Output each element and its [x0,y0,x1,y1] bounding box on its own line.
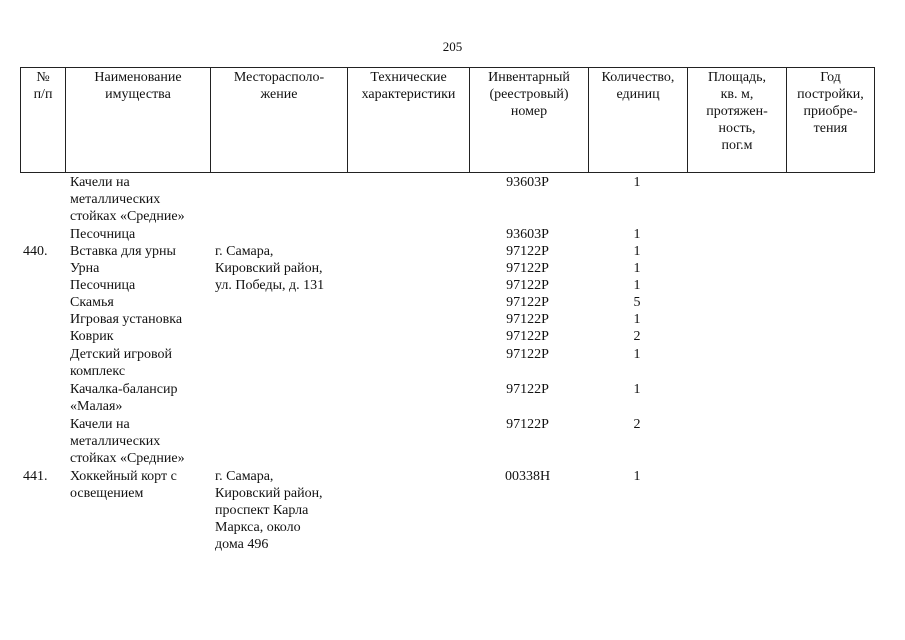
inventory-number: 93603Р [506,175,549,190]
quantity: 1 [633,175,641,190]
item-name: освещением [70,486,144,501]
quantity: 1 [633,347,641,362]
item-name: Песочница [70,227,136,242]
inventory-number: 97122Р [506,295,549,310]
location: Маркса, около [215,520,301,535]
location: Кировский район, [215,486,323,501]
location: г. Самара, [215,244,274,259]
location: Кировский район, [215,261,323,276]
location: г. Самара, [215,469,274,484]
header-label: Наименование имущества [94,70,182,102]
quantity: 1 [633,278,641,293]
quantity: 2 [633,329,641,344]
location: дома 496 [215,537,269,552]
item-name: Песочница [70,278,136,293]
item-name: металлических [70,434,161,449]
quantity: 1 [633,227,641,242]
header-cell-inventory [469,68,588,172]
item-name: Коврик [70,329,114,344]
item-name: Вставка для урны [70,244,176,259]
header-label: Год постройки, приобре- тения [797,70,864,136]
item-name: Качели на [70,175,130,190]
item-name: Детский игровой [70,347,172,362]
header-cell-area [687,68,786,172]
quantity: 1 [633,261,641,276]
quantity: 1 [633,382,641,397]
quantity: 5 [633,295,641,310]
inventory-number: 97122Р [506,382,549,397]
item-name: Качалка-балансир [70,382,178,397]
header-label: № п/п [33,70,53,102]
item-name: металлических [70,192,161,207]
inventory-number: 93603Р [506,227,549,242]
table-header [20,67,875,173]
row-number: 441. [23,469,48,484]
item-name: стойках «Средние» [70,451,185,466]
quantity: 1 [633,312,641,327]
header-label: Площадь, кв. м, протяжен- ность, пог.м [706,70,768,153]
page-number: 205 [442,39,463,54]
header-label: Инвентарный (реестровый) номер [488,70,570,119]
inventory-number: 97122Р [506,312,549,327]
item-name: Урна [70,261,100,276]
location: ул. Победы, д. 131 [215,278,325,293]
quantity: 1 [633,244,641,259]
inventory-number: 97122Р [506,261,549,276]
item-name: Хоккейный корт с [70,469,177,484]
inventory-number: 97122Р [506,417,549,432]
header-cell-quantity [588,68,687,172]
quantity: 2 [633,417,641,432]
location: проспект Карла [215,503,309,518]
item-name: комплекс [70,364,126,379]
row-number: 440. [23,244,48,259]
header-label: Технические характеристики [361,70,456,102]
inventory-number: 97122Р [506,278,549,293]
item-name: Игровая установка [70,312,183,327]
header-cell-specs [347,68,469,172]
inventory-number: 97122Р [506,244,549,259]
header-cell-number [21,68,65,172]
header-cell-name [65,68,210,172]
header-label: Месторасполо- жение [233,70,325,102]
inventory-number: 00338Н [504,469,551,484]
inventory-number: 97122Р [506,329,549,344]
header-cell-year [786,68,874,172]
item-name: «Малая» [70,399,123,414]
quantity: 1 [633,469,641,484]
header-cell-location [210,68,347,172]
header-label: Количество, единиц [601,70,675,102]
item-name: стойках «Средние» [70,209,185,224]
item-name: Качели на [70,417,130,432]
inventory-number: 97122Р [506,347,549,362]
item-name: Скамья [70,295,114,310]
